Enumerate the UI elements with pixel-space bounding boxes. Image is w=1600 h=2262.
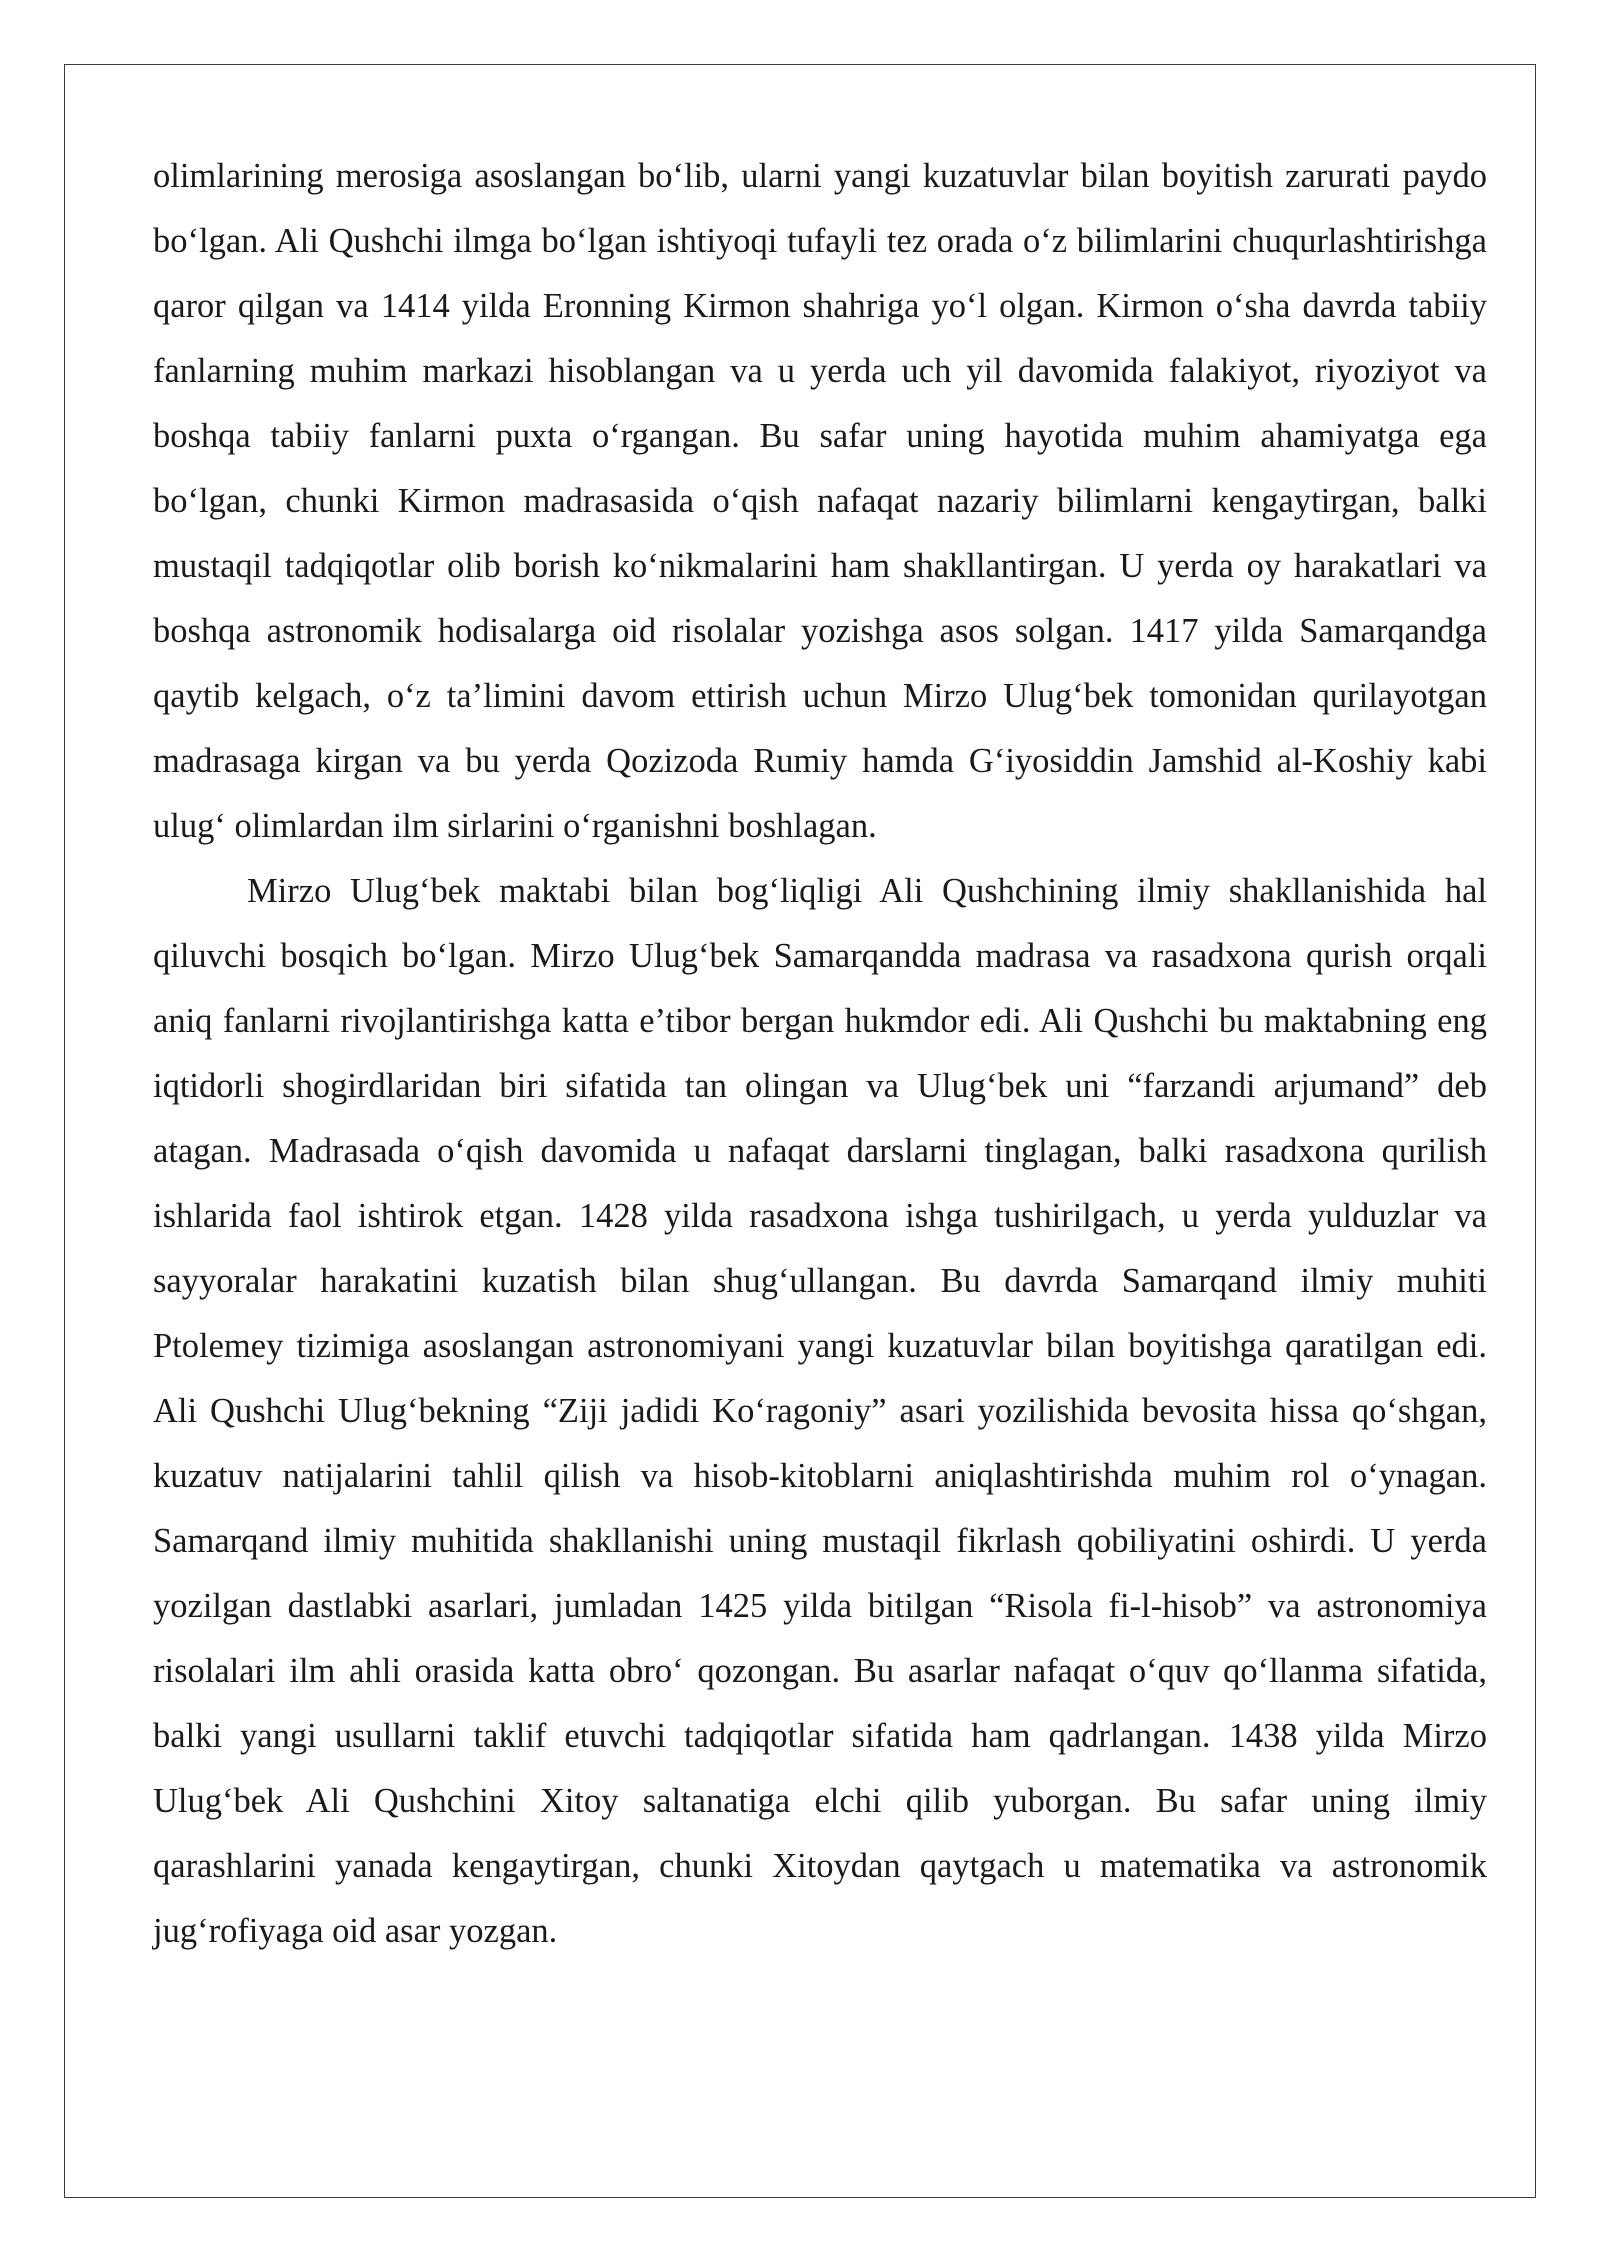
paragraph-2: Mirzo Ulugʻbek maktabi bilan bogʻliqligi Ali Qushchining ilmiy shakllanishida hal qiluvchi bosqich boʻlgan. Mirzo Ulugʻbek Samarqandda madrasa va rasadxona qurish orqali aniq fanlarni rivojlantirishga katta e’tibor bergan hukmdor edi. Ali Qushchi bu maktabning eng iqtidorli shogirdlaridan biri sifatida tan olingan va Ulugʻbek uni “farzandi arjumand” deb atagan. Madrasada oʻqish davomida u nafaqat darslarni tinglagan, balki rasadxona qurilish ishlarida faol ishtirok etgan. 1428 yilda rasadxona ishga tushirilgach, u yerda yulduzlar va sayyoralar harakatini kuzatish bilan shugʻullangan. Bu davrda Samarqand ilmiy muhiti Ptolemey tizimiga asoslangan astronomiyani yangi kuzatuvlar bilan boyitishga qaratilgan edi. Ali Qushchi Ulugʻbekning “Ziji jadidi Koʻragoniy” asari yozilishida bevosita hissa qoʻshgan, kuzatuv natijalarini tahlil qilish va hisob-kitoblarni aniqlashtirishda muhim rol oʻynagan. Samarqand ilmiy muhitida shakllanishi uning mustaqil fikrlash qobiliyatini oshirdi. U yerda yozilgan dastlabki asarlari, jumladan 1425 yilda bitilgan “Risola fi-l-hisob” va astronomiya risolalari ilm ahli orasida katta obroʻ qozongan. Bu asarlar nafaqat oʻquv qoʻllanma sifatida, balki yangi usullarni taklif etuvchi tadqiqotlar sifatida ham qadrlangan. 1438 yilda Mirzo Ulugʻbek Ali Qushchini Xitoy saltanatiga elchi qilib yuborgan. Bu safar uning ilmiy qarashlarini yanada kengaytirgan, chunki Xitoydan qaytgach u matematika va astronomik jugʻrofiyaga oid asar yozgan. xyxy=(153,872,1487,1950)
paragraph-1: olimlarining merosiga asoslangan boʻlib, ularni yangi kuzatuvlar bilan boyitish zarurati paydo boʻlgan. Ali Qushchi ilmga boʻlgan ishtiyoqi tufayli tez orada oʻz bilimlarini chuqurlashtirishga qaror qilgan va 1414 yilda Eronning Kirmon shahriga yoʻl olgan. Kirmon oʻsha davrda tabiiy fanlarning muhim markazi hisoblangan va u yerda uch yil davomida falakiyot, riyoziyot va boshqa tabiiy fanlarni puxta oʻrgangan. Bu safar uning hayotida muhim ahamiyatga ega boʻlgan, chunki Kirmon madrasasida oʻqish nafaqat nazariy bilimlarni kengaytirgan, balki mustaqil tadqiqotlar olib borish koʻnikmalarini ham shakllantirgan. U yerda oy harakatlari va boshqa astronomik hodisalarga oid risolalar yozishga asos solgan. 1417 yilda Samarqandga qaytib kelgach, oʻz ta’limini davom ettirish uchun Mirzo Ulugʻbek tomonidan qurilayotgan madrasaga kirgan va bu yerda Qozizoda Rumiy hamda Gʻiyosiddin Jamshid al-Koshiy kabi ulugʻ olimlardan ilm sirlarini oʻrganishni boshlagan. xyxy=(153,157,1487,845)
document-body xyxy=(153,144,1487,1964)
